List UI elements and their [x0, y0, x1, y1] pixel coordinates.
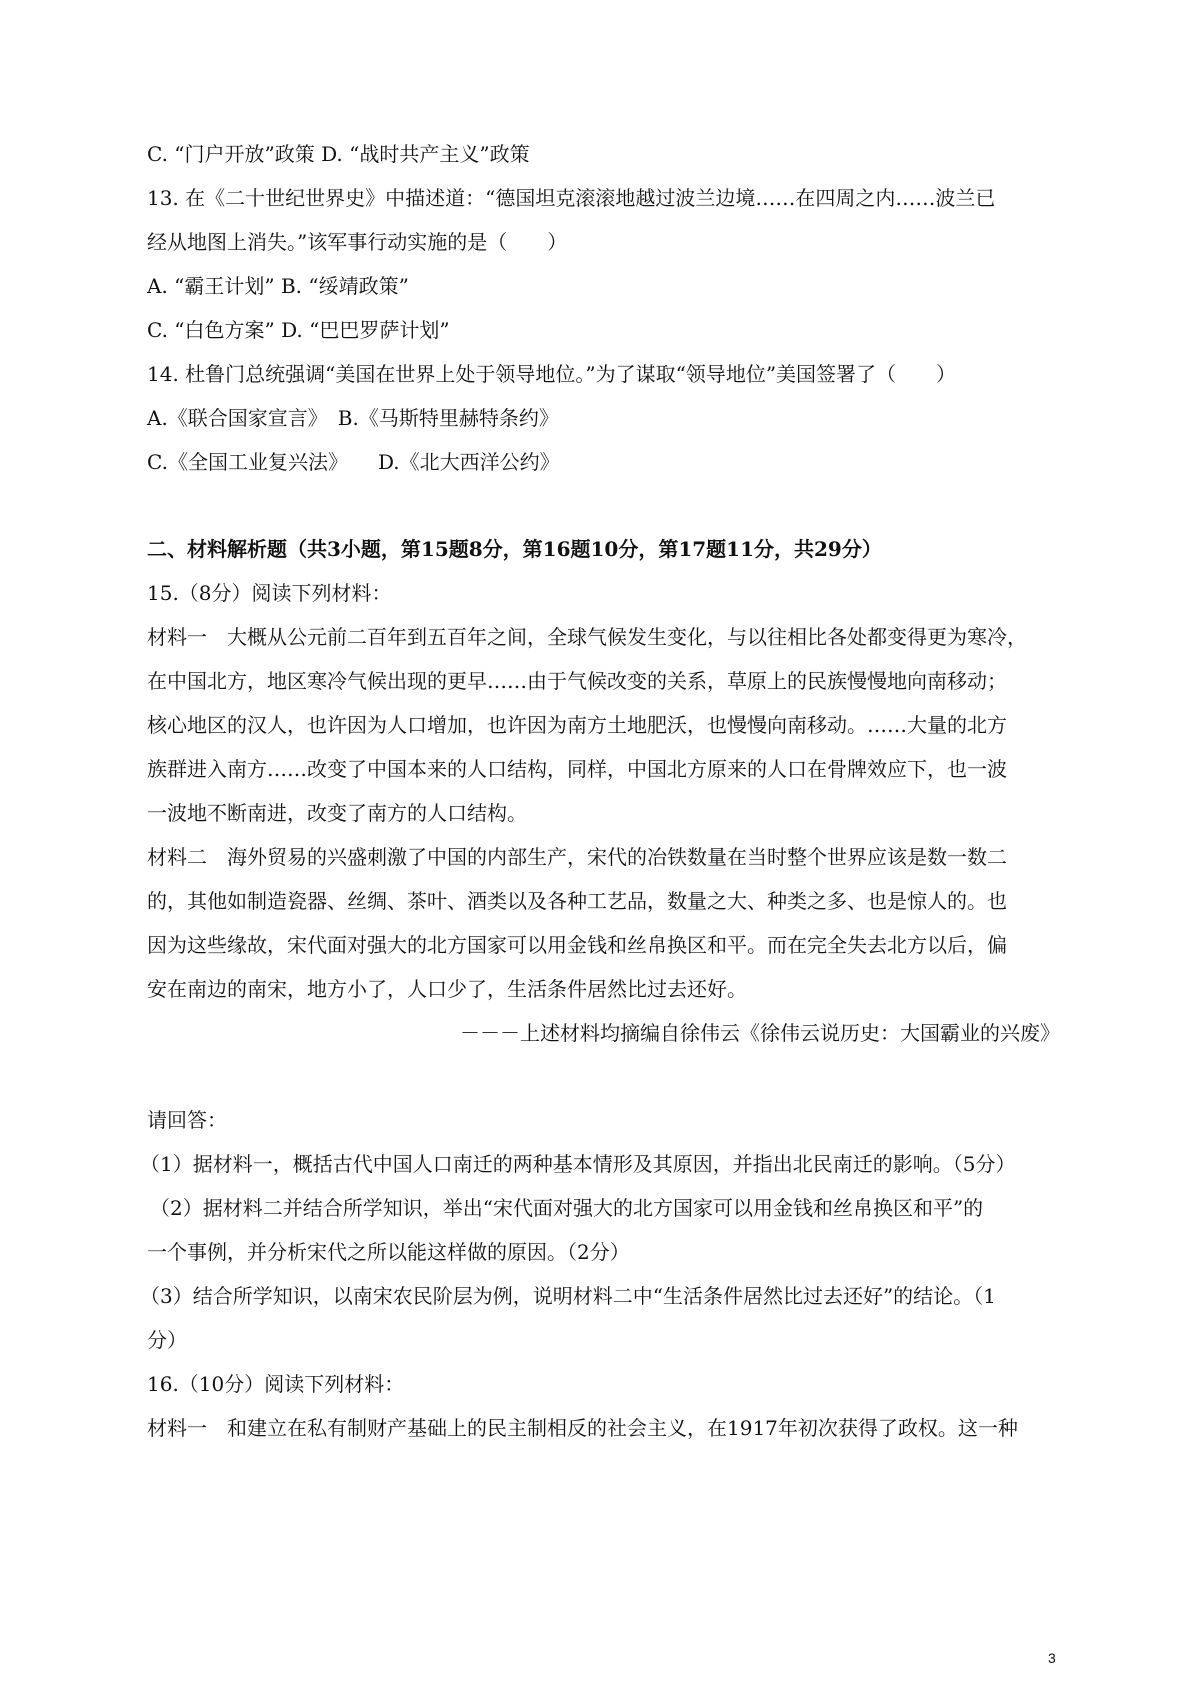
material-text: 一波地不断南进，改变了南方的人口结构。: [147, 801, 527, 825]
question-15-heading: 15.（8分）阅读下列材料：: [147, 581, 392, 605]
material-text: 核心地区的汉人，也许因为人口增加，也许因为南方土地肥沃，也慢慢向南移动。……大量的北方: [147, 713, 1007, 737]
question-16-heading: 16.（10分）阅读下列材料：: [147, 1372, 405, 1396]
material-text: 安在南边的南宋，地方小了，人口少了，生活条件居然比过去还好。: [147, 977, 747, 1001]
question-13-line-1: 13. 在《二十世纪世界史》中描述道：“德国坦克滚滚地越过波兰边境……在四周之内……波兰已: [147, 186, 996, 210]
option-line: C. “白色方案” D. “巴巴罗萨计划”: [147, 318, 450, 342]
material-text: 因为这些缘故，宋代面对强大的北方国家可以用金钱和丝帛换区和平。而在完全失去北方以后，偏: [147, 933, 1007, 957]
option-line: C. “门户开放”政策 D. “战时共产主义”政策: [147, 142, 530, 166]
page-number: 3: [1048, 1650, 1056, 1666]
option-line: A. “霸王计划” B. “绥靖政策”: [147, 274, 409, 298]
option-line: A.《联合国家宣言》 B.《马斯特里赫特条约》: [147, 406, 559, 430]
section-heading: 二、材料解析题（共3小题，第15题8分，第16题10分，第17题11分，共29分）: [147, 537, 882, 561]
sub-question: （2）据材料二并结合所学知识，举出“宋代面对强大的北方国家可以用金钱和丝帛换区和平”的: [150, 1196, 984, 1220]
material-text: 的，其他如制造瓷器、丝绸、茶叶、酒类以及各种工艺品，数量之大、种类之多、也是惊人的。也: [147, 889, 1007, 913]
sub-question: 分）: [147, 1328, 187, 1352]
sub-question: （3）结合所学知识，以南宋农民阶层为例，说明材料二中“生活条件居然比过去还好”的结论。（1: [140, 1284, 996, 1308]
material-text: 材料一 和建立在私有制财产基础上的民主制相反的社会主义，在1917年初次获得了政权。这一种: [147, 1416, 1018, 1440]
source-citation: －－－上述材料均摘编自徐伟云《徐伟云说历史：大国霸业的兴废》: [460, 1021, 1060, 1045]
sub-question: 一个事例，并分析宋代之所以能这样做的原因。（2分）: [147, 1240, 630, 1264]
material-text: 材料一 大概从公元前二百年到五百年之间，全球气候发生变化，与以往相比各处都变得更为寒冷，: [147, 625, 1027, 649]
material-text: 族群进入南方……改变了中国本来的人口结构，同样，中国北方原来的人口在骨牌效应下，也一波: [147, 757, 1007, 781]
question-14-line: 14. 杜鲁门总统强调“美国在世界上处于领导地位。”为了谋取“领导地位”美国签署了（ ）: [147, 362, 957, 386]
material-text: 材料二 海外贸易的兴盛刺激了中国的内部生产，宋代的冶铁数量在当时整个世界应该是数一数二: [147, 845, 1007, 869]
option-line: C.《全国工业复兴法》 D.《北大西洋公约》: [147, 450, 560, 474]
question-13-line-2: 经从地图上消失。”该军事行动实施的是（ ）: [147, 230, 568, 254]
material-text: 在中国北方，地区寒冷气候出现的更早……由于气候改变的关系，草原上的民族慢慢地向南移动；: [147, 669, 1007, 693]
answer-prompt: 请回答：: [147, 1108, 227, 1132]
sub-question: （1）据材料一，概括古代中国人口南迁的两种基本情形及其原因，并指出北民南迁的影响。（5分）: [140, 1152, 1016, 1176]
